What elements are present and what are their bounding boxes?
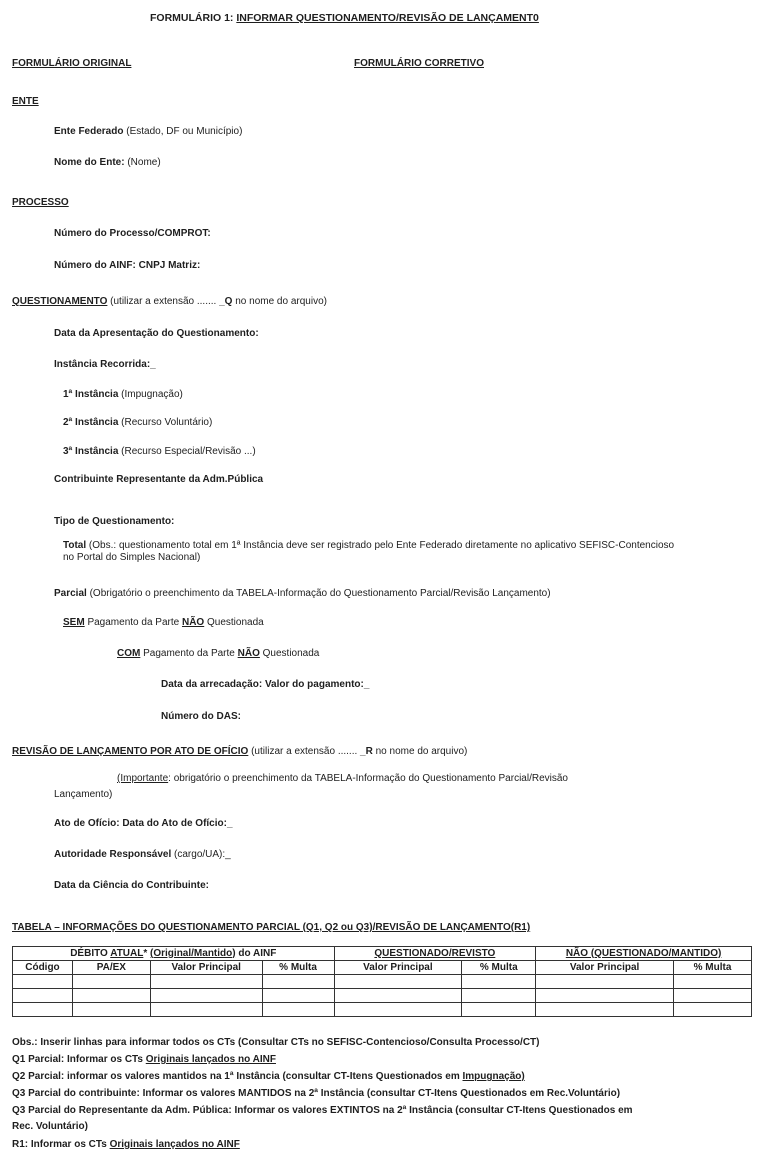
group-questionado-revisto: QUESTIONADO/REVISTO <box>334 947 536 961</box>
option-instancia-2 <box>63 417 212 429</box>
note-text: Q1 Parcial: Informar os CTs <box>12 1054 146 1065</box>
option-hint: (Obrigatório o preenchimento da TABELA-Informação do Questionamento Parcial/Revisão Lançamento) <box>86 588 551 599</box>
field-ente-federado <box>54 126 242 138</box>
header-corrective: FORMULÁRIO CORRETIVO <box>354 58 484 69</box>
note-q3-representante: Q3 Parcial do Representante da Adm. Pública: Informar os valores EXTINTOS na 2ª Instância (consultar CT-Itens Questionados em <box>12 1105 633 1116</box>
column-header: Código <box>13 961 73 975</box>
field-mark: _ <box>363 679 370 690</box>
field-data-arrecadacao <box>161 679 369 691</box>
option-mid: Pagamento da Parte <box>84 617 182 628</box>
option-sem-pagamento <box>63 617 264 629</box>
option-end: Questionada <box>259 648 320 659</box>
option-instancia-3 <box>63 446 256 458</box>
option-hint: (Obs.: questionamento total em 1ª Instância deve ser registrado pelo Ente Federado diretamente no aplicativo SEFISC-Contencioso no Portal do Simples Nacional) <box>63 540 675 563</box>
hint-post: no nome do arquivo) <box>372 746 468 757</box>
hint-pre: (utilizar a extensão ....... <box>248 746 361 757</box>
group-debito-atual <box>13 947 335 961</box>
note-q2 <box>12 1071 525 1083</box>
field-autoridade-responsavel <box>54 849 231 861</box>
column-header: Valor Principal <box>334 961 462 975</box>
group-text-u1: ATUAL <box>110 947 144 959</box>
hint-post: no nome do arquivo) <box>232 296 327 307</box>
field-data-apresentacao: Data da Apresentação do Questionamento: <box>54 328 259 339</box>
field-label: Ente Federado <box>54 126 124 137</box>
field-numero-das: Número do DAS: <box>161 711 241 722</box>
column-header: % Multa <box>674 961 752 975</box>
option-label: COM <box>117 648 141 659</box>
note-text-u: Impugnação) <box>462 1071 525 1082</box>
note-importante <box>117 773 568 785</box>
form-title-prefix: FORMULÁRIO 1: <box>150 12 237 24</box>
field-hint: (Nome) <box>124 157 161 168</box>
field-ato-oficio <box>54 818 233 830</box>
note-r1 <box>12 1139 240 1151</box>
hint-code: _R <box>360 746 373 757</box>
option-label: Parcial <box>54 588 87 599</box>
header-original: FORMULÁRIO ORIGINAL <box>12 58 132 69</box>
note-q3-contribuinte: Q3 Parcial do contribuinte: Informar os valores MANTIDOS na 2ª Instância (consultar CT-Itens Questionados em Rec.Voluntário) <box>12 1088 621 1099</box>
form-title-underlined: INFORMAR QUESTIONAMENTO/REVISÃO DE LANÇAMENT0 <box>236 12 539 24</box>
column-header: PA/EX <box>72 961 150 975</box>
option-com-pagamento <box>117 648 319 660</box>
field-label: Data da arrecadação: Valor do pagamento: <box>161 679 364 690</box>
info-table <box>12 946 752 1017</box>
field-mark: _ <box>225 849 231 860</box>
note-text: : obrigatório o preenchimento da TABELA-Informação do Questionamento Parcial/Revisão <box>168 773 568 784</box>
note-text: Q2 Parcial: informar os valores mantidos na 1ª Instância (consultar CT-Itens Questionados em <box>12 1071 463 1082</box>
option-end: Questionada <box>204 617 264 628</box>
option-total <box>63 540 683 564</box>
group-text-u2: (Original/Mantido) <box>150 947 236 959</box>
section-heading-revisao <box>12 746 467 758</box>
option-hint: (Impugnação) <box>118 389 183 400</box>
column-header: % Multa <box>462 961 536 975</box>
group-nao-questionado: NÃO (QUESTIONADO/MANTIDO) <box>536 947 752 961</box>
table-row <box>13 1003 752 1017</box>
option-label: 2ª Instância <box>63 417 119 428</box>
section-heading-processo: PROCESSO <box>12 197 69 208</box>
field-label: Ato de Ofício: Data do Ato de Ofício: <box>54 818 227 829</box>
note-q1 <box>12 1054 276 1066</box>
note-q3-representante-continued: Rec. Voluntário) <box>12 1121 88 1132</box>
field-mark: _ <box>150 359 156 370</box>
option-nao: NÃO <box>237 648 260 659</box>
option-parcial <box>54 588 551 600</box>
group-text: DÉBITO <box>70 947 111 959</box>
option-label: SEM <box>63 617 85 628</box>
field-label: Nome do Ente: <box>54 157 125 168</box>
field-hint: (Estado, DF ou Município) <box>123 126 243 137</box>
field-contribuinte-representante: Contribuinte Representante da Adm.Pública <box>54 474 264 485</box>
option-instancia-1 <box>63 389 183 401</box>
option-mid: Pagamento da Parte <box>140 648 238 659</box>
option-label: 1ª Instância <box>63 389 119 400</box>
note-label: (Importante <box>117 773 169 784</box>
column-header: Valor Principal <box>150 961 262 975</box>
note-obs: Obs.: Inserir linhas para informar todos os CTs (Consultar CTs no SEFISC-Contencioso/Consulta Processo/CT) <box>12 1037 540 1048</box>
section-heading-questionamento <box>12 296 327 308</box>
column-header: Valor Principal <box>536 961 674 975</box>
hint-code: _Q <box>219 296 233 307</box>
field-numero-processo: Número do Processo/COMPROT: <box>54 228 211 239</box>
section-heading-ente: ENTE <box>12 96 39 107</box>
column-header: % Multa <box>262 961 334 975</box>
section-title: QUESTIONAMENTO <box>12 296 108 307</box>
form-title <box>150 12 539 25</box>
hint-pre: (utilizar a extensão ....... <box>107 296 220 307</box>
table-column-header-row <box>13 961 752 975</box>
group-text-mid: * <box>143 947 151 959</box>
option-nao: NÃO <box>181 617 205 628</box>
field-mark: _ <box>226 818 233 829</box>
table-group-header-row <box>13 947 752 961</box>
option-label: Total <box>63 540 87 551</box>
field-instancia-recorrida <box>54 359 156 371</box>
note-text: R1: Informar os CTs <box>12 1139 110 1150</box>
field-nome-ente <box>54 157 161 169</box>
note-text-u: Originais lançados no AINF <box>145 1054 276 1065</box>
note-text-u: Originais lançados no AINF <box>109 1139 240 1150</box>
field-label: Instância Recorrida: <box>54 359 151 370</box>
field-data-ciencia: Data da Ciência do Contribuinte: <box>54 880 210 891</box>
option-hint: (Recurso Voluntário) <box>118 417 213 428</box>
field-hint: (cargo/UA): <box>171 849 226 860</box>
note-importante-continued: Lançamento) <box>54 789 113 800</box>
table-caption: TABELA – INFORMAÇÕES DO QUESTIONAMENTO PARCIAL (Q1, Q2 ou Q3)/REVISÃO DE LANÇAMENTO(R1) <box>12 922 531 933</box>
field-label: Autoridade Responsável <box>54 849 172 860</box>
table-row <box>13 989 752 1003</box>
table-row <box>13 975 752 989</box>
section-title: REVISÃO DE LANÇAMENTO POR ATO DE OFÍCIO <box>12 746 249 757</box>
option-label: 3ª Instância <box>63 446 119 457</box>
field-numero-ainf: Número do AINF: CNPJ Matriz: <box>54 260 201 271</box>
group-text-post: do AINF <box>235 947 277 959</box>
option-hint: (Recurso Especial/Revisão ...) <box>118 446 256 457</box>
field-tipo-questionamento: Tipo de Questionamento: <box>54 516 175 527</box>
